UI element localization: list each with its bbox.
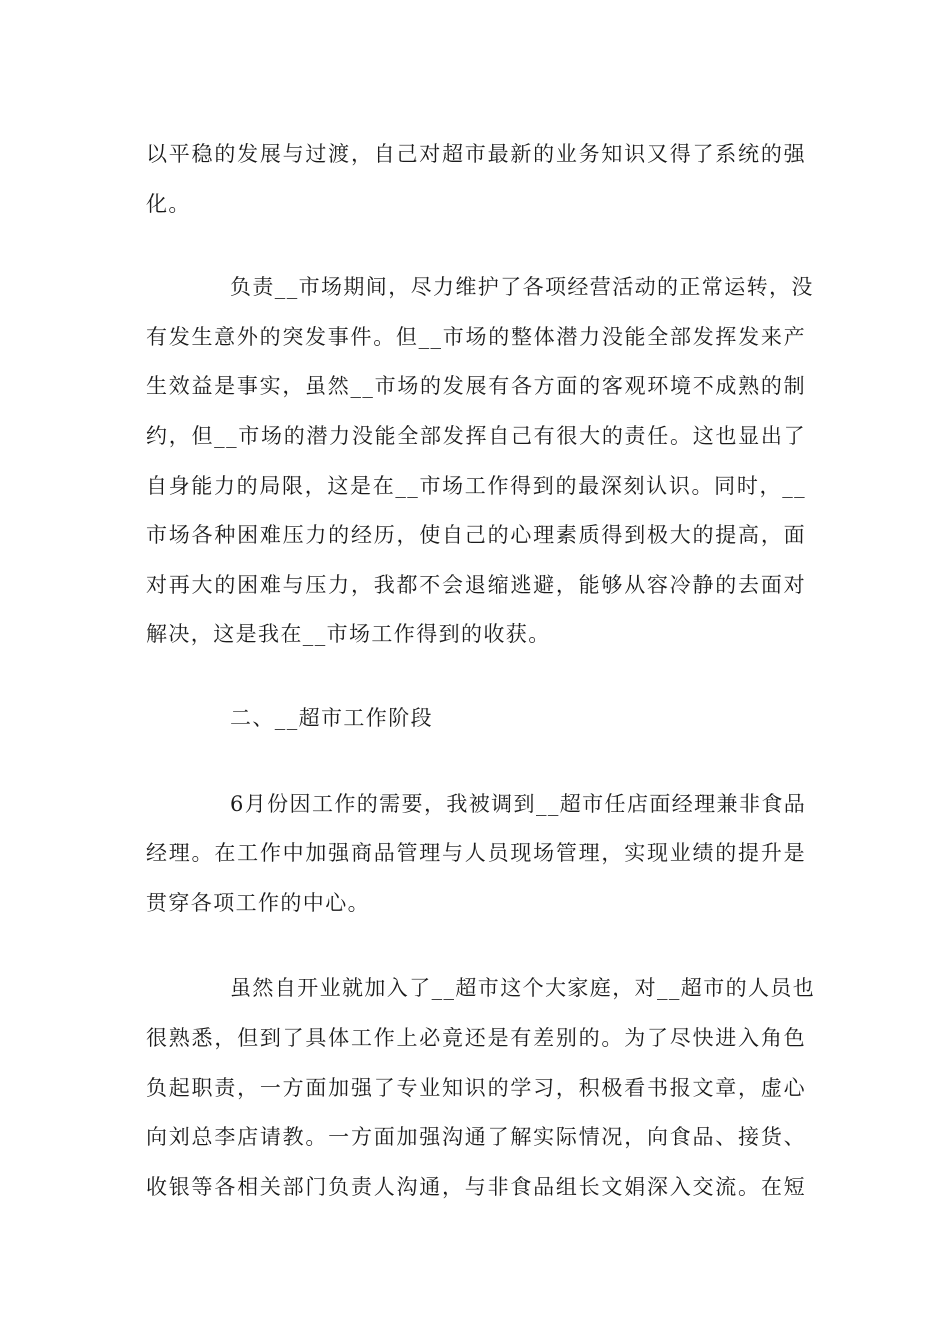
text-line: 很熟悉，但到了具体工作上必竟还是有差别的。为了尽快进入角色 (146, 1025, 806, 1050)
text-line: 收银等各相关部门负责人沟通，与非食品组长文娟深入交流。在短 (146, 1174, 806, 1199)
text-line: 自身能力的局限，这是在__市场工作得到的最深刻认识。同时，__ (146, 473, 806, 498)
text-line: 6月份因工作的需要，我被调到__超市任店面经理兼非食品 (230, 791, 807, 816)
text-line: 贯穿各项工作的中心。 (146, 890, 370, 915)
text-line: 对再大的困难与压力，我都不会退缩逃避，能够从容冷静的去面对 (146, 572, 806, 597)
section-heading-text: 二、__超市工作阶段 (230, 705, 433, 730)
text-line: 化。 (146, 191, 191, 216)
text-line: 有发生意外的突发事件。但__市场的整体潜力没能全部发挥发来产 (146, 324, 806, 349)
text-line: 向刘总李店请教。一方面加强沟通了解实际情况，向食品、接货、 (146, 1125, 806, 1150)
text-line: 负起职责，一方面加强了专业知识的学习，积极看书报文章，虚心 (146, 1075, 806, 1100)
text-line: 约，但__市场的潜力没能全部发挥自己有很大的责任。这也显出了 (146, 423, 806, 448)
text-line: 经理。在工作中加强商品管理与人员现场管理，实现业绩的提升是 (146, 841, 806, 866)
text-line: 虽然自开业就加入了__超市这个大家庭，对__超市的人员也 (230, 976, 816, 1001)
paragraph-3 (146, 780, 806, 929)
section-heading (146, 694, 806, 744)
text-line: 解决，这是我在__市场工作得到的收获。 (146, 622, 551, 647)
text-line: 市场各种困难压力的经历，使自己的心理素质得到极大的提高，面 (146, 523, 806, 548)
paragraph-2 (146, 263, 814, 660)
paragraph-4 (146, 964, 816, 1212)
text-line: 以平稳的发展与过渡，自己对超市最新的业务知识又得了系统的强 (146, 142, 806, 166)
text-line: 负责__市场期间，尽力维护了各项经营活动的正常运转，没 (230, 275, 814, 300)
paragraph-1 (146, 130, 806, 229)
document-page (146, 130, 816, 1212)
text-line: 生效益是事实，虽然__市场的发展有各方面的客观环境不成熟的制 (146, 374, 806, 399)
